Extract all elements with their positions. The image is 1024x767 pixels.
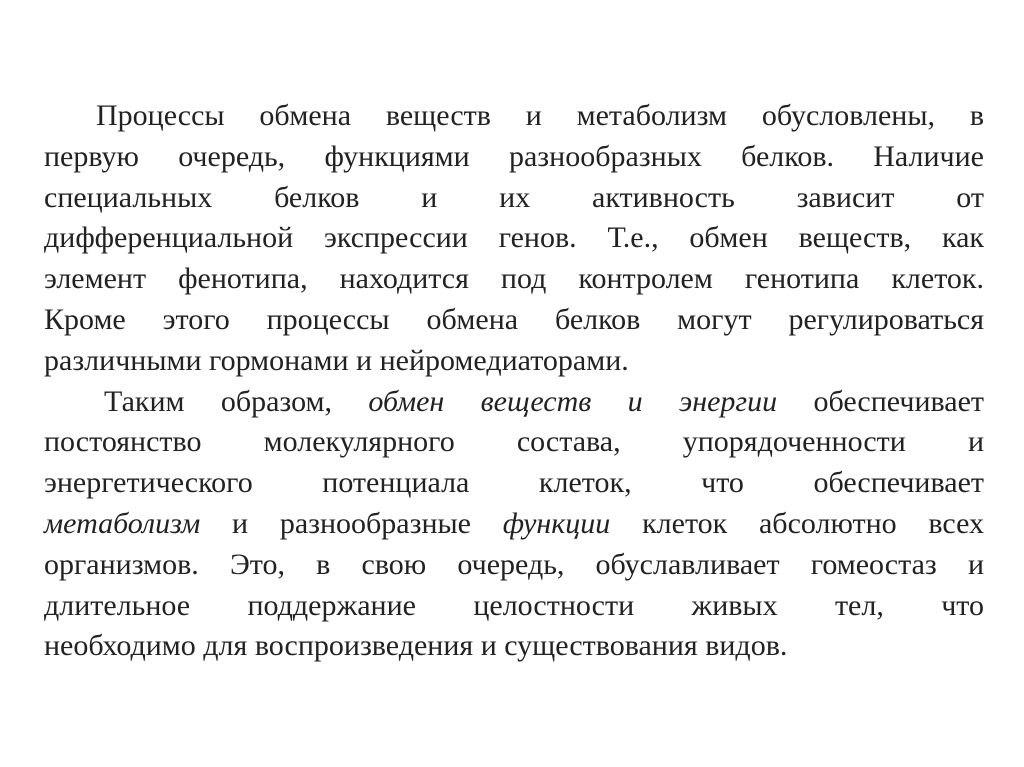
text-span: клеток абсолютно всех <box>642 506 984 540</box>
text-line: первую очередь, функциями разнообразных белков. Наличие <box>44 139 984 173</box>
text-line: различными гормонами и нейромедиаторами. <box>44 343 629 377</box>
paragraph-2 <box>44 382 984 668</box>
text-line: необходимо для воспроизведения и существования видов. <box>44 629 788 663</box>
text-span: и разнообразные <box>232 506 471 540</box>
text-line: специальных белков и их активность зависит от <box>44 180 984 214</box>
paragraph-1 <box>44 96 984 382</box>
text-line: Процессы обмена веществ и метаболизм обусловлены, в <box>96 99 984 132</box>
emphasis-text: обмен веществ и энергии <box>368 384 778 418</box>
emphasis-text: функции <box>502 506 611 540</box>
text-line: Кроме этого процессы обмена белков могут регулироваться <box>44 302 984 336</box>
text-line: элемент фенотипа, находится под контролем генотипа клеток. <box>44 262 984 296</box>
text-span: обеспечивает <box>813 384 985 418</box>
text-line: дифференциальной экспрессии генов. Т.е., обмен веществ, как <box>44 221 984 255</box>
text-line <box>44 504 984 545</box>
text-body <box>44 96 984 667</box>
text-line: энергетического потенциала клеток, что обеспечивает <box>44 466 984 500</box>
text-span: Таким образом, <box>104 384 333 418</box>
text-line: длительное поддержание целостности живых тел, что <box>44 588 984 622</box>
emphasis-text: метаболизм <box>44 506 201 540</box>
text-line <box>44 382 984 423</box>
text-line: организмов. Это, в свою очередь, обуславливает гомеостаз и <box>44 547 984 581</box>
text-line: постоянство молекулярного состава, упорядоченности и <box>44 425 984 459</box>
